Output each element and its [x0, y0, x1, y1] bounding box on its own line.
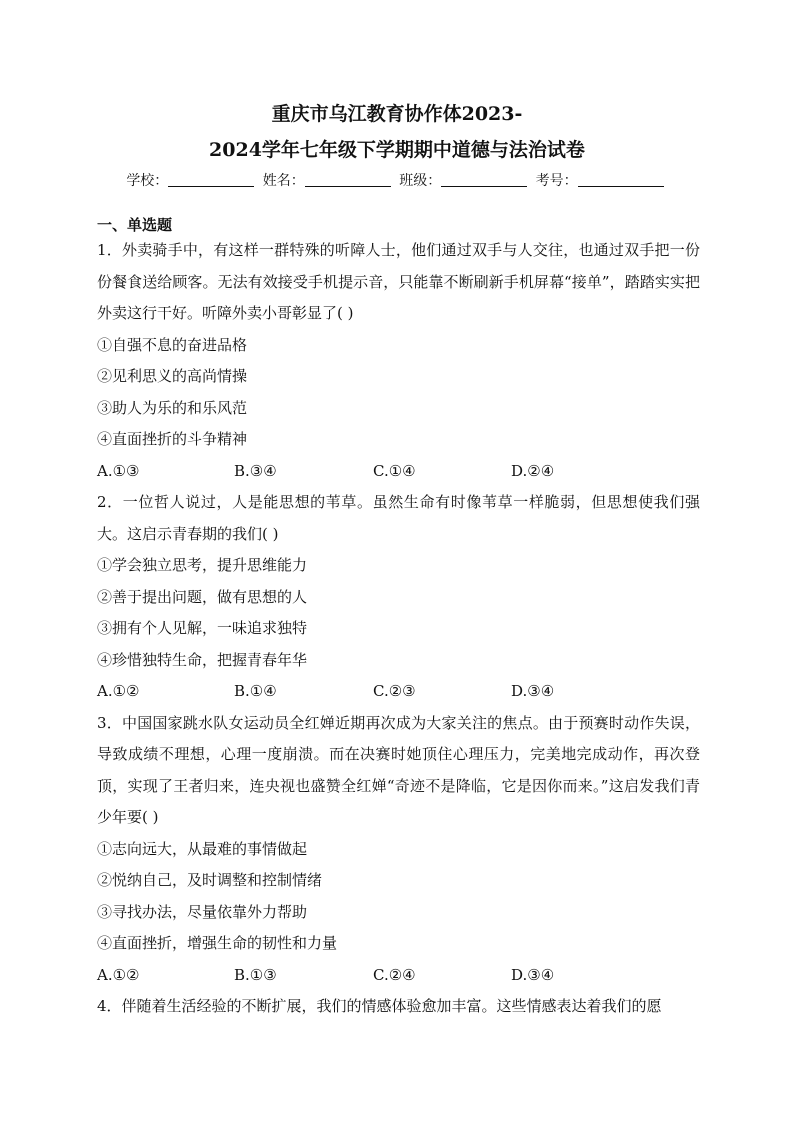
- question-2-choice-d[interactable]: D.③④: [511, 682, 555, 700]
- question-2-stem: 2．一位哲人说过，人是能思想的苇草。虽然生命有时像苇草一样脆弱，但思想使我们强大。这启示青春期的我们( ): [97, 493, 700, 543]
- question-2-option-3: ③拥有个人见解，一味追求独特: [97, 619, 308, 637]
- exam-number-blank: [578, 172, 664, 187]
- question-2-choices: [97, 676, 700, 708]
- name-label: 姓名：: [262, 173, 305, 189]
- question-2-choice-c[interactable]: C.②③: [373, 682, 416, 700]
- question-2-option-4: ④珍惜独特生命，把握青春年华: [97, 650, 308, 669]
- question-1-choice-a[interactable]: A.①③: [97, 461, 140, 480]
- student-info-row: [0, 171, 794, 191]
- question-2-choice-a[interactable]: A.①②: [97, 682, 140, 700]
- question-4-stem: 4．伴随着生活经验的不断扩展，我们的情感体验愈加丰富。这些情感表达着我们的愿: [97, 997, 662, 1015]
- class-blank: [441, 172, 527, 187]
- questions: [97, 235, 700, 1023]
- question-1-option-2: ②见利思义的高尚情操: [97, 367, 248, 385]
- question-1-choice-d[interactable]: D.②④: [511, 461, 555, 480]
- exam-number-label: 考号：: [535, 173, 578, 189]
- question-1-option-3: ③助人为乐的和乐风范: [97, 398, 248, 417]
- question-3-option-3: ③寻找办法，尽量依靠外力帮助: [97, 902, 308, 921]
- class-label: 班级：: [399, 173, 442, 189]
- question-3-choice-d[interactable]: D.③④: [511, 965, 555, 984]
- question-1-stem: 1．外卖骑手中，有这样一群特殊的听障人士，他们通过双手与人交往，也通过双手把一份份餐食送给顾客。无法有效接受手机提示音，只能靠不断刷新手机屏幕“接单”，踏踏实实把外卖这行干好。听障外卖小哥彰显了( ): [97, 241, 700, 322]
- school-label: 学校：: [126, 173, 169, 189]
- question-1-option-4: ④直面挫折的斗争精神: [97, 430, 248, 448]
- question-3-choice-c[interactable]: C.②④: [373, 965, 416, 984]
- school-blank: [168, 172, 254, 187]
- question-3-option-1: ①志向远大，从最难的事情做起: [97, 839, 308, 858]
- question-3-choices: [97, 960, 700, 992]
- name-blank: [305, 172, 391, 187]
- question-1-choice-c[interactable]: C.①④: [373, 461, 416, 480]
- question-3-choice-a[interactable]: A.①②: [97, 965, 140, 984]
- question-3-option-4: ④直面挫折，增强生命的韧性和力量: [97, 934, 338, 952]
- question-2-option-1: ①学会独立思考，提升思维能力: [97, 556, 308, 574]
- section-heading: 一、单选题: [97, 216, 173, 234]
- question-2-choice-b[interactable]: B.①④: [234, 682, 277, 700]
- question-3-choice-b[interactable]: B.①③: [234, 965, 277, 984]
- question-2-option-2: ②善于提出问题，做有思想的人: [97, 587, 308, 606]
- exam-title-line1: 重庆市乌江教育协作体2023-: [271, 103, 523, 125]
- question-1-choices: [97, 456, 700, 488]
- question-3-option-2: ②悦纳自己，及时调整和控制情绪: [97, 871, 323, 889]
- question-3-stem: 3．中国国家跳水队女运动员全红婵近期再次成为大家关注的焦点。由于预赛时动作失误，导致成绩不理想，心理一度崩溃。而在决赛时她顶住心理压力，完美地完成动作，再次登顶，实现了王者归来，连央视也盛赞全红婵“奇迹不是降临，它是因你而来。”这启发我们青少年要( ): [97, 713, 700, 826]
- exam-title-line2: 2024学年七年级下学期期中道德与法治试卷: [209, 139, 585, 161]
- question-1-choice-b[interactable]: B.③④: [234, 461, 277, 480]
- question-1-option-1: ①自强不息的奋进品格: [97, 335, 248, 354]
